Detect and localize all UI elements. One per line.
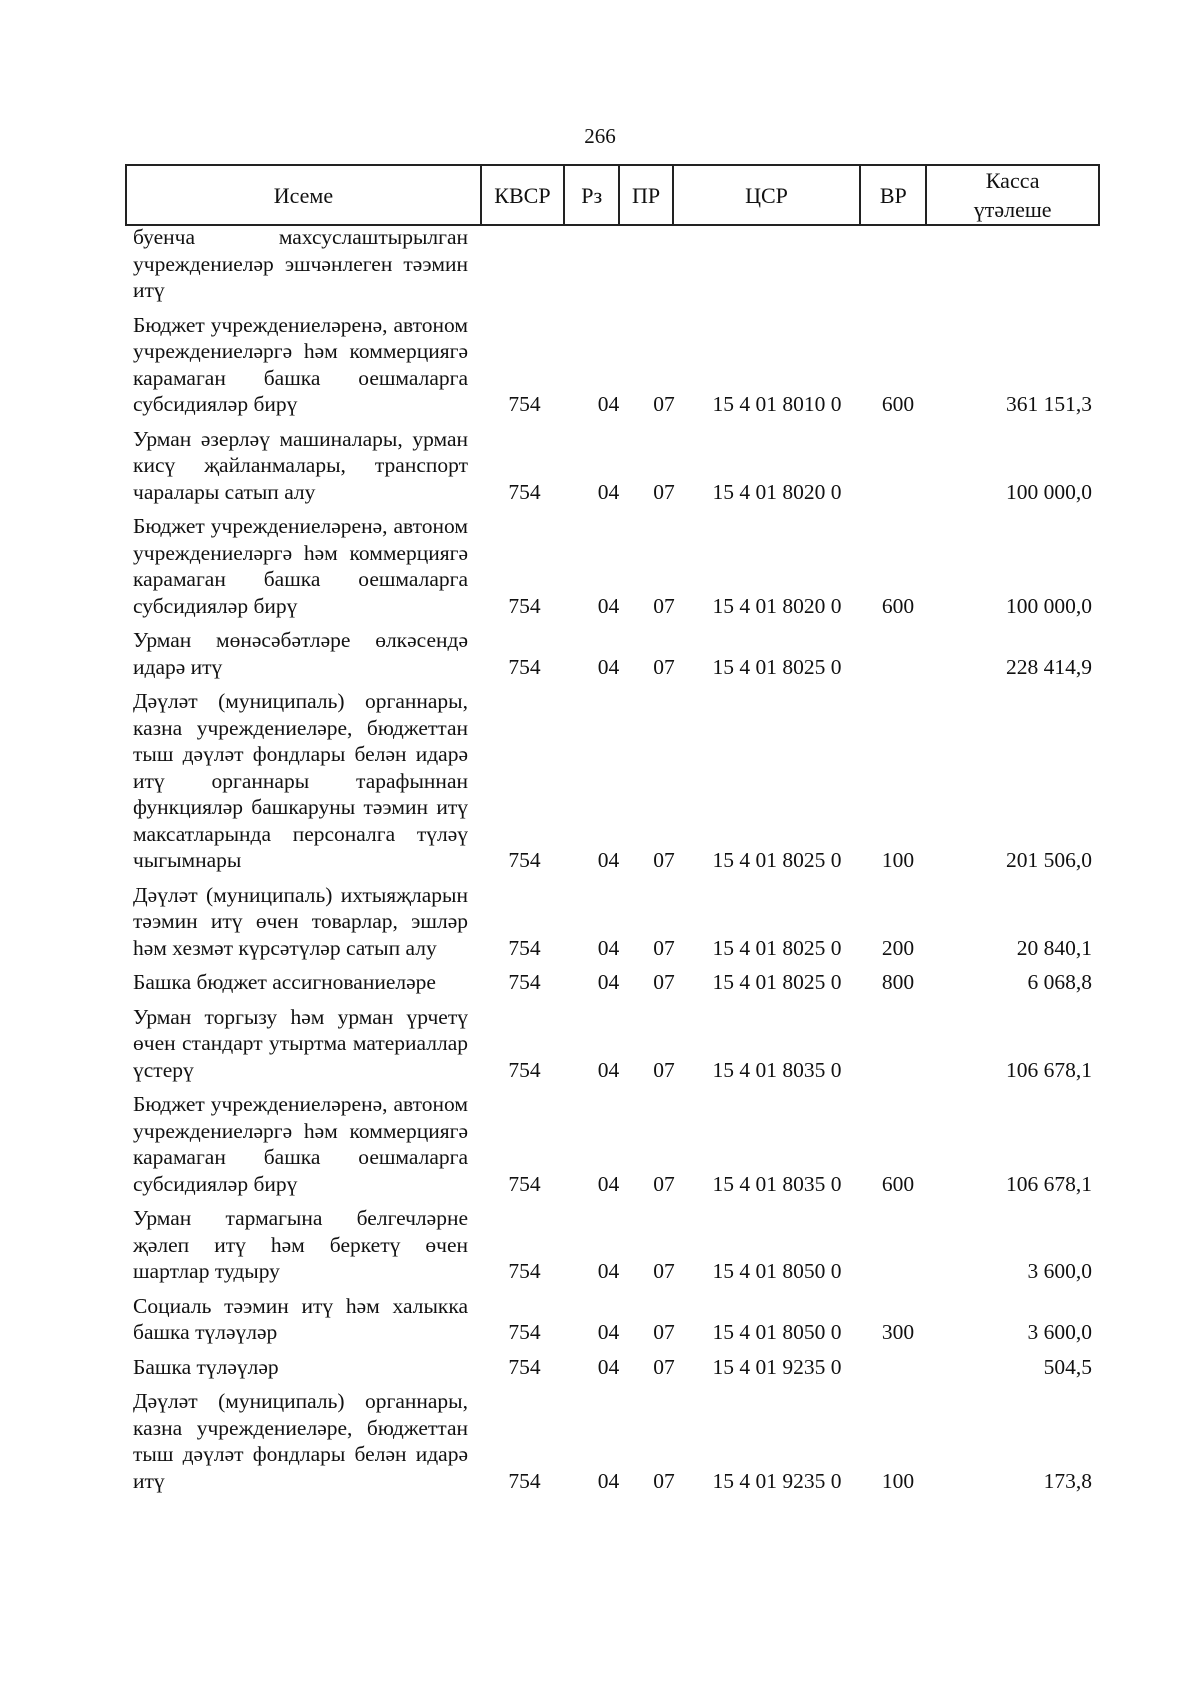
row-pr: 07: [653, 593, 675, 618]
row-name: Урман әзерләү машиналары, урман кисү җайланмалары, транспорт чаралары сатып алу: [133, 426, 468, 504]
row-name: Дәүләт (муниципаль) ихтыяҗларын тәэмин итү өчен товарлар, эшләр һәм хезмәт күрсәтүләр сатып алу: [133, 882, 468, 960]
table-row: [133, 1388, 1093, 1494]
row-pr: 07: [653, 970, 675, 994]
row-kvsr: 754: [508, 1171, 541, 1196]
row-pr: 07: [653, 1354, 675, 1379]
header-csr: ЦСР: [673, 165, 861, 225]
row-pr: 07: [653, 479, 675, 504]
row-pr: 07: [653, 1057, 675, 1082]
row-kvsr: 754: [508, 970, 541, 994]
row-rz: 04: [597, 1057, 620, 1082]
row-kvsr: 754: [508, 654, 541, 679]
row-name: Урман тармагына белгечләрне җәлеп итү һәм беркетү өчен шартлар тудыру: [133, 1206, 468, 1283]
row-sum: 173,8: [1043, 1468, 1092, 1493]
row-sum: 106 678,1: [1006, 1171, 1092, 1196]
row-csr: 15 4 01 8025 0: [712, 970, 842, 994]
row-name: Бюджет учреждениеләренә, автоном учреждениеләргә һәм коммерциягә карамаган башка оешмаларга субсидияләр бирү: [133, 514, 468, 618]
row-csr: 15 4 01 8020 0: [712, 593, 842, 618]
row-kvsr: 754: [508, 1354, 541, 1379]
row-sum: 100 000,0: [1006, 479, 1092, 504]
row-rz: 04: [597, 479, 620, 504]
row-pr: 07: [653, 1259, 675, 1283]
row-pr: 07: [653, 1171, 675, 1196]
table-row: [133, 1004, 1093, 1084]
table-row: [133, 1354, 1093, 1381]
row-rz: 04: [597, 654, 620, 679]
row-csr: 15 4 01 8050 0: [712, 1259, 842, 1283]
row-vr: 600: [881, 1171, 915, 1196]
row-csr: 15 4 01 9235 0: [712, 1354, 842, 1379]
row-sum: 6 068,8: [1027, 970, 1092, 994]
table-row: [133, 688, 1093, 874]
row-vr: 300: [881, 1320, 915, 1344]
page-number: 266: [584, 124, 616, 148]
row-rz: 04: [597, 593, 620, 618]
row-kvsr: 754: [508, 593, 541, 618]
row-name: Урман торгызу һәм урман үрчетү өчен стандарт утыртма материаллар үстерү: [133, 1004, 468, 1082]
row-sum: 361 151,3: [1006, 392, 1092, 416]
row-name: Урман мөнәсәбәтләре өлкәсендә идарә итү: [133, 628, 468, 679]
row-rz: 04: [597, 1259, 620, 1283]
row-vr: 800: [881, 970, 915, 994]
row-rz: 04: [597, 1171, 620, 1196]
header-pr: ПР: [619, 165, 672, 225]
row-sum: 201 506,0: [1006, 848, 1092, 872]
header-name: Исеме: [126, 165, 481, 225]
row-rz: 04: [597, 1468, 620, 1493]
row-kvsr: 754: [508, 1057, 541, 1082]
row-rz: 04: [597, 392, 620, 416]
header-rz: Рз: [564, 165, 619, 225]
row-vr: 100: [881, 1468, 915, 1493]
header-vr: ВР: [860, 165, 926, 225]
table-row: [133, 1205, 1093, 1285]
table-row: [133, 224, 1093, 304]
row-rz: 04: [597, 1320, 620, 1344]
table-row: [133, 1293, 1093, 1346]
row-kvsr: 754: [508, 935, 541, 960]
row-kvsr: 754: [508, 1468, 541, 1493]
row-rz: 04: [597, 935, 620, 960]
row-sum: 106 678,1: [1006, 1057, 1092, 1082]
row-kvsr: 754: [508, 848, 541, 872]
table-row: [133, 312, 1093, 418]
row-sum: 3 600,0: [1027, 1259, 1092, 1283]
row-pr: 07: [653, 392, 675, 416]
row-vr: 600: [881, 392, 915, 416]
row-pr: 07: [653, 848, 675, 872]
row-name: Дәүләт (муниципаль) органнары, казна учреждениеләре, бюджеттан тыш дәүләт фондлары белән идарә итү органнары тарафыннан функцияләр башкаруны тәэмин итү максатларында персоналга түләү чыгымнары: [133, 689, 468, 872]
row-sum: 100 000,0: [1006, 593, 1092, 618]
table-row: [133, 426, 1093, 506]
row-csr: 15 4 01 8035 0: [712, 1171, 842, 1196]
row-csr: 15 4 01 8025 0: [712, 848, 842, 872]
row-csr: 15 4 01 8010 0: [712, 392, 842, 416]
row-csr: 15 4 01 8035 0: [712, 1057, 842, 1082]
header-sum-line1: Касса: [985, 168, 1040, 193]
row-name: Дәүләт (муниципаль) органнары, казна учреждениеләре, бюджеттан тыш дәүләт фондлары белән идарә итү: [133, 1389, 468, 1493]
row-rz: 04: [597, 1354, 620, 1379]
row-pr: 07: [653, 1320, 675, 1344]
row-name: Бюджет учреждениеләренә, автоном учреждениеләргә һәм коммерциягә карамаган башка оешмаларга субсидияләр бирү: [133, 1092, 468, 1196]
row-csr: 15 4 01 9235 0: [712, 1468, 842, 1493]
row-pr: 07: [653, 935, 675, 960]
row-sum: 20 840,1: [1016, 935, 1092, 960]
row-kvsr: 754: [508, 479, 541, 504]
row-vr: 600: [881, 593, 915, 618]
table-body: [133, 224, 1093, 1494]
row-sum: 3 600,0: [1027, 1320, 1092, 1344]
table-header: [125, 164, 1100, 226]
row-vr: 100: [881, 848, 915, 872]
row-kvsr: 754: [508, 1320, 541, 1344]
row-name: Башка бюджет ассигнованиеләре: [133, 970, 436, 994]
table-row: [133, 1091, 1093, 1197]
row-sum: 228 414,9: [1006, 654, 1092, 679]
row-pr: 07: [653, 1468, 675, 1493]
table-row: [133, 882, 1093, 962]
header-sum-line2: үтәлеше: [973, 197, 1052, 222]
header-kvsr: КВСР: [481, 165, 564, 225]
row-name: Башка түләүләр: [133, 1354, 279, 1379]
row-pr: 07: [653, 654, 675, 679]
row-name: Социаль тәэмин итү һәм халыкка башка түләүләр: [133, 1293, 468, 1344]
row-sum: 504,5: [1043, 1354, 1092, 1379]
row-csr: 15 4 01 8025 0: [712, 654, 842, 679]
row-vr: 200: [881, 935, 915, 960]
row-csr: 15 4 01 8025 0: [712, 935, 842, 960]
header-sum: [926, 165, 1099, 225]
table-row: [133, 969, 1093, 996]
row-csr: 15 4 01 8050 0: [712, 1320, 842, 1344]
row-name: Бюджет учреждениеләренә, автоном учреждениеләргә һәм коммерциягә карамаган башка оешмаларга субсидияләр бирү: [133, 312, 468, 416]
row-rz: 04: [597, 970, 620, 994]
row-rz: 04: [597, 848, 620, 872]
row-kvsr: 754: [508, 1259, 541, 1283]
row-csr: 15 4 01 8020 0: [712, 479, 842, 504]
table-row: [133, 627, 1093, 680]
table-row: [133, 513, 1093, 619]
row-kvsr: 754: [508, 392, 541, 416]
row-name: буенча махсуслаштырылган учреждениеләр эшчәнлеген тәэмин итү: [133, 225, 468, 302]
